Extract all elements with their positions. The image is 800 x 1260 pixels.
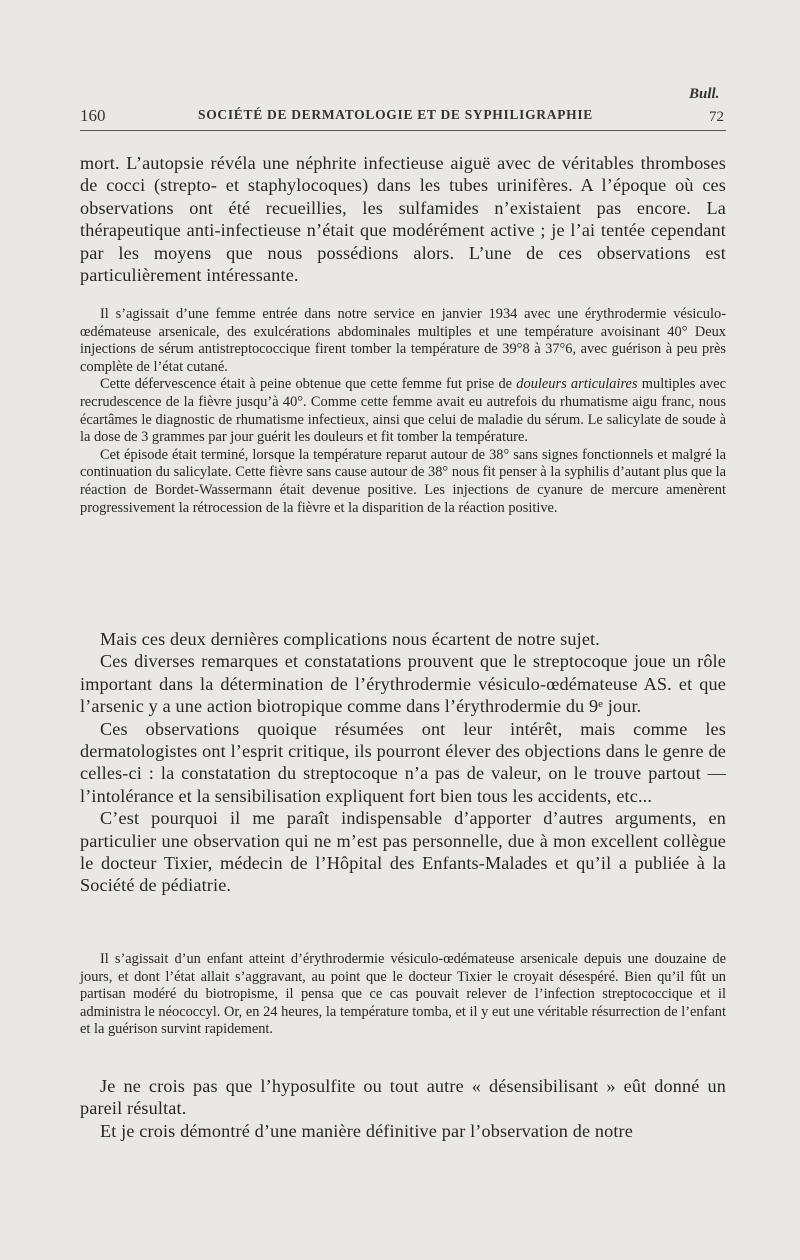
body-block-1 <box>80 152 726 286</box>
body-block-3 <box>80 1075 726 1142</box>
paragraph: Ces observations quoique résumées ont leur intérêt, mais comme les dermatologistes ont l’esprit critique, ils pourront élever des objections dans le genre de celles-ci : la constatation du streptocoque n’a pas de valeur, on le trouve partout — l’intolérance et la sensibilisation expliquent fort bien tous les accidents, etc... <box>80 718 726 806</box>
running-title: SOCIÉTÉ DE DERMATOLOGIE ET DE SYPHILIGRAPHIE <box>198 107 594 122</box>
volume-number: 72 <box>709 109 724 125</box>
paragraph: Je ne crois pas que l’hyposulfite ou tout autre « désensibilisant » eût donné un pareil résultat. <box>80 1076 726 1119</box>
body-block-2 <box>80 628 726 897</box>
paragraph: Il s’agissait d’une femme entrée dans notre service en janvier 1934 avec une érythrodermie vésiculo-œdémateuse arsenicale, des exulcérations abdominales multiples et une température avoisinant 40° Deux injections de sérum antistreptococcique firent tomber la température de 39°8 à 37°6, avec guérison à peu près complète de l’état cutané. <box>80 306 726 375</box>
case-report-2 <box>80 951 726 1039</box>
paragraph: Il s’agissait d’un enfant atteint d’érythrodermie vésiculo-œdémateuse arsenicale depuis une douzaine de jours, et dont l’état allait s’aggravant, au point que le docteur Tixier le croyait désespéré. Bien qu’il fût un partisan modéré du biotropisme, il pensa que ce cas pouvait relever de l’infection streptococcique et il administra le néococcyl. Or, en 24 heures, la température tomba, et il y eut une véritable résurrection de l’enfant et la guérison survint rapidement. <box>80 951 726 1038</box>
paragraph: Mais ces deux dernières complications nous écartent de notre sujet. <box>100 629 600 649</box>
paragraph <box>80 376 726 446</box>
page-number: 160 <box>80 106 106 125</box>
italic-term: douleurs articulaires <box>516 376 638 393</box>
paragraph: Ces diverses remarques et constatations prouvent que le streptocoque joue un rôle important dans la détermination de l’érythrodermie vésiculo-œdémateuse AS. et que l’arsenic y a une action biotropique comme dans l’érythrodermie du 9ᵉ jour. <box>80 651 726 717</box>
paragraph: mort. L’autopsie révéla une néphrite infectieuse aiguë avec de véritables thromboses de cocci (strepto- et staphylocoques) dans les tubes urinifères. A l’époque où ces observations ont été recueillies, les sulfamides n’existaient pas encore. La thérapeutique anti-infectieuse n’était que modérément active ; je l’ai tentée cependant par les moyens que nous possédions alors. L’une de ces observations est particulièrement intéressante. <box>80 153 726 286</box>
text-run: Cette défervescence était à peine obtenue que cette femme fut prise de <box>100 376 517 393</box>
running-header <box>80 106 726 131</box>
text-run: multiples avec recrudescence de la fièvre jusqu’à 40°. Comme cette femme avait eu autrefois du rhumatisme aigu franc, nous écartâmes le diagnostic de rhumatisme infectieux, ainsi que celui de maladie du sérum. Le salicylate de soude à la dose de 3 grammes par jour guérit les douleurs et fit tomber la température. <box>80 376 726 446</box>
paragraph: Et je crois démontré d’une manière définitive par l’observation de notre <box>100 1120 633 1141</box>
handwritten-annotation: Bull. <box>689 86 720 102</box>
case-report-1 <box>80 306 726 517</box>
paragraph: C’est pourquoi il me paraît indispensable d’apporter d’autres arguments, en particulier une observation qui ne m’est pas personnelle, due à mon excellent collègue le docteur Tixier, médecin de l’Hôpital des Enfants-Malades et qu’il a publiée à la Société de pédiatrie. <box>80 808 726 896</box>
paragraph: Cet épisode était terminé, lorsque la température reparut autour de 38° sans signes fonctionnels et malgré la continuation du salicylate. Cette fièvre sans cause autour de 38° nous fit penser à la syphilis d’autant plus que la réaction de Bordet-Wassermann était devenue positive. Les injections de cyanure de mercure amenèrent progressivement la rétrocession de la fièvre et la disparition de la réaction positive. <box>80 446 726 516</box>
